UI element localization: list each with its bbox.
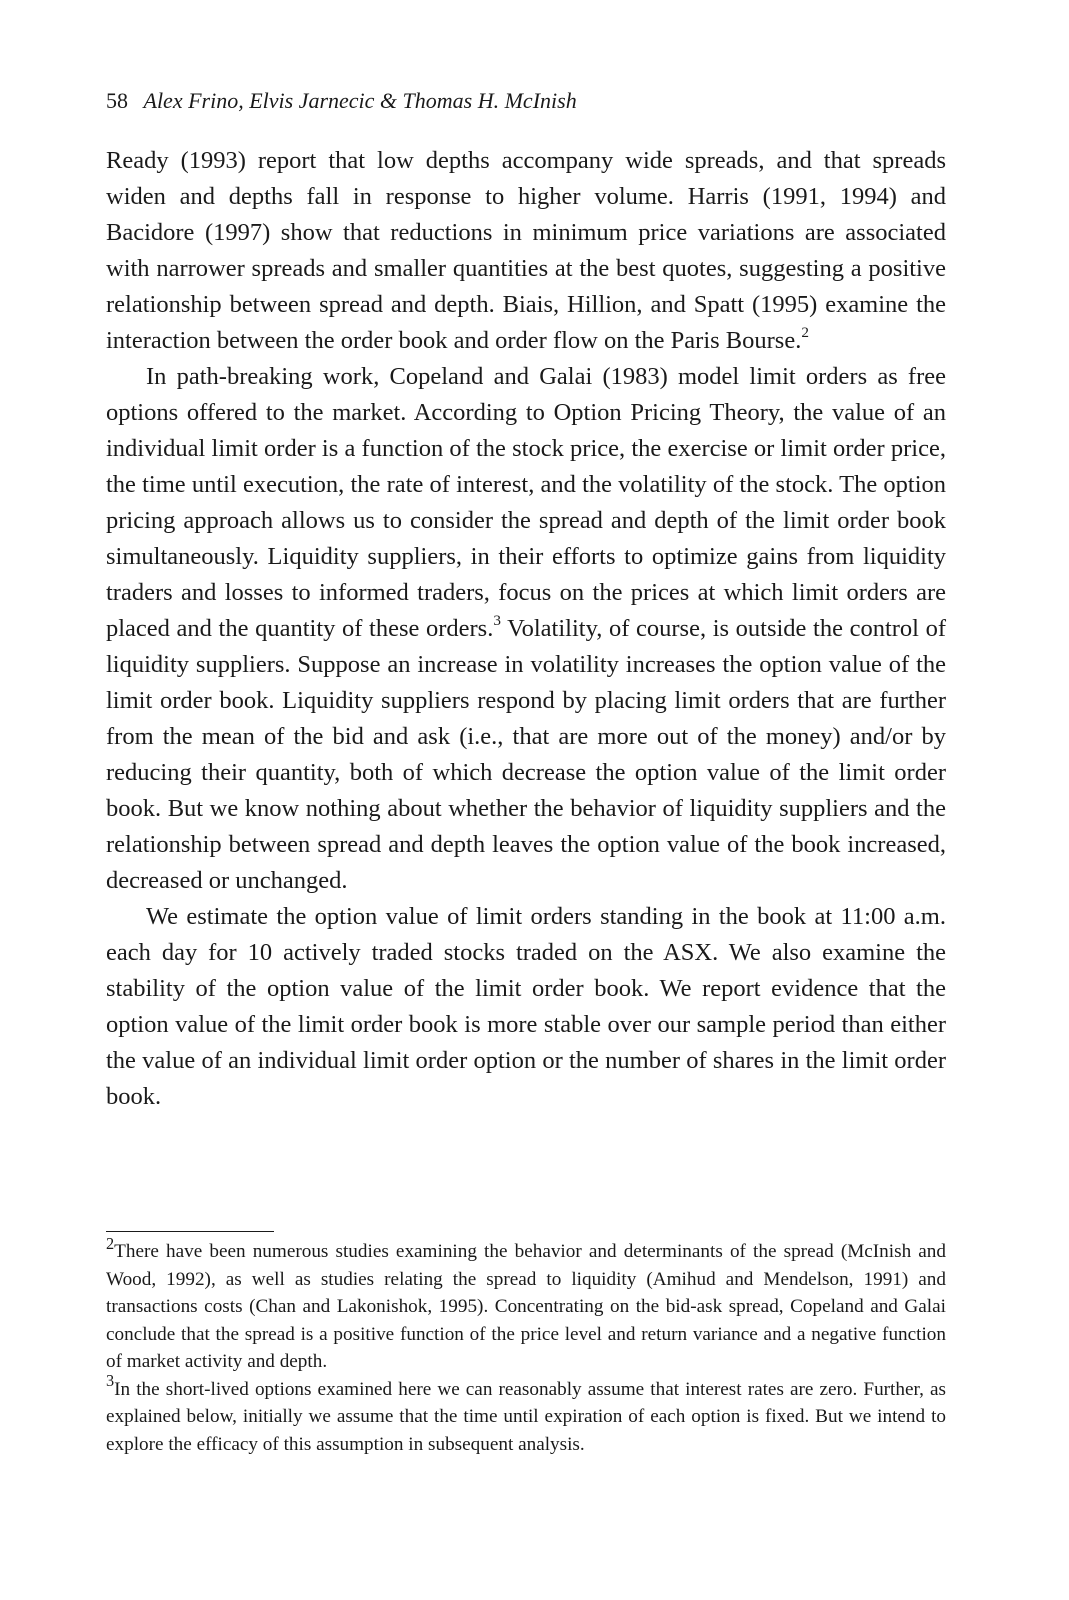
footnote-3	[106, 1371, 946, 1459]
paragraph-2	[106, 359, 946, 899]
running-header	[106, 86, 966, 116]
paragraph-3	[106, 899, 946, 1115]
paragraph-1	[106, 143, 946, 359]
paragraph-3-text: We estimate the option value of limit orders standing in the book at 11:00 a.m. each day for 10 actively traded stocks traded on the ASX. We also examine the stability of the option value of the limit order book. We report evidence that the option value of the limit order book is more stable over our sample period than either the value of an individual limit order option or the number of shares in the limit order book.	[106, 903, 946, 1110]
body-text	[106, 143, 946, 1115]
page-number: 58	[106, 88, 128, 113]
paragraph-2-text-a: In path-breaking work, Copeland and Galai (1983) model limit orders as free options offered to the market. According to Option Pricing Theory, the value of an individual limit order is a function of the stock price, the exercise or limit order price, the time until execution, the rate of interest, and the volatility of the stock. The option pricing approach allows us to consider the spread and depth of the limit order book simultaneously. Liquidity suppliers, in their efforts to optimize gains from liquidity traders and losses to informed traders, focus on the prices at which limit orders are placed and the quantity of these orders.	[106, 363, 946, 642]
running-header-authors: Alex Frino, Elvis Jarnecic & Thomas H. McInish	[143, 88, 577, 113]
footnote-2	[106, 1233, 946, 1376]
footnote-ref-2: 2	[801, 324, 809, 342]
footnote-marker: 2	[106, 1233, 115, 1253]
footnote-marker: 3	[106, 1371, 115, 1391]
footnote-ref-3: 3	[493, 612, 501, 630]
footnote-text: There have been numerous studies examining the behavior and determinants of the spread (McInish and Wood, 1992), as well as studies relating the spread to liquidity (Amihud and Mendelson, 1991) and transactions costs (Chan and Lakonishok, 1995). Concentrating on the bid-ask spread, Copeland and Galai conclude that the spread is a positive function of the price level and return variance and a negative function of market activity and depth.	[106, 1241, 946, 1372]
footnote-text: In the short-lived options examined here we can reasonably assume that interest rates are zero. Further, as explained below, initially we assume that the time until expiration of each option is fixed. But we intend to explore the efficacy of this assumption in subsequent analysis.	[106, 1378, 946, 1455]
footnotes	[106, 1233, 946, 1458]
paragraph-2-text-b: Volatility, of course, is outside the control of liquidity suppliers. Suppose an increase in volatility increases the option value of the limit order book. Liquidity suppliers respond by placing limit orders that are further from the mean of the bid and ask (i.e., that are more out of the money) and/or by reducing their quantity, both of which decrease the option value of the limit order book. But we know nothing about whether the behavior of liquidity suppliers and the relationship between spread and depth leaves the option value of the book increased, decreased or unchanged.	[106, 615, 947, 894]
footnote-divider	[106, 1231, 274, 1232]
paragraph-1-text: Ready (1993) report that low depths accompany wide spreads, and that spreads widen and depths fall in response to higher volume. Harris (1991, 1994) and Bacidore (1997) show that reductions in minimum price variations are associated with narrower spreads and smaller quantities at the best quotes, suggesting a positive relationship between spread and depth. Biais, Hillion, and Spatt (1995) examine the interaction between the order book and order flow on the Paris Bourse.	[106, 147, 946, 354]
